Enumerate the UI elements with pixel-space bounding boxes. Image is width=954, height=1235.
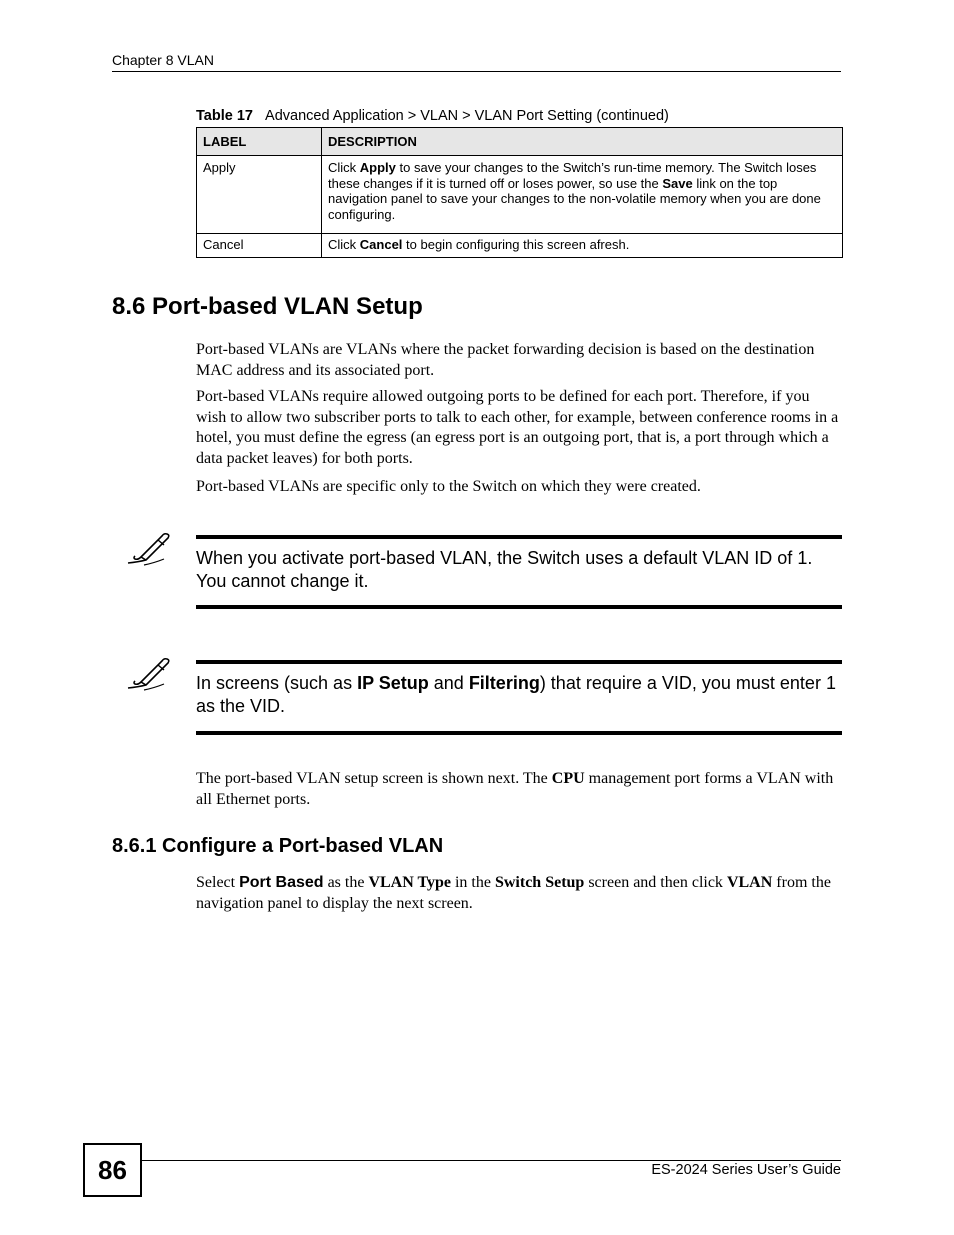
- body-paragraph: Port-based VLANs are specific only to the Switch on which they were created.: [196, 478, 701, 495]
- reference-table: [196, 127, 843, 258]
- table-caption: [196, 108, 669, 124]
- desc-bold: Apply: [359, 160, 396, 175]
- section-heading: 8.6 Port-based VLAN Setup: [112, 293, 423, 320]
- para-bold: VLAN: [726, 874, 773, 891]
- table-row: [197, 156, 843, 234]
- note-text-part: ) that require a VID, you must enter 1 as the VID.: [196, 673, 836, 716]
- subsection-heading: 8.6.1 Configure a Port-based VLAN: [112, 835, 444, 857]
- desc-bold: Save: [662, 175, 693, 191]
- note-text: [196, 672, 842, 717]
- note-top-rule: [196, 535, 842, 539]
- note-top-rule: [196, 660, 842, 664]
- row-label-apply: Apply: [197, 156, 322, 234]
- desc-text: to begin configuring this screen afresh.: [402, 237, 630, 252]
- table-header-row: [197, 128, 843, 156]
- desc-bold: Cancel: [359, 237, 403, 252]
- desc-text: link on the top navigation panel to save your changes to the non-volatile memory when you are done configuring.: [328, 175, 821, 222]
- para-text: screen and then click: [584, 874, 727, 891]
- note-bold: Filtering: [468, 673, 540, 693]
- column-header-label: LABEL: [197, 128, 322, 156]
- note-text: When you activate port-based VLAN, the Switch uses a default VLAN ID of 1. You cannot change it.: [196, 548, 813, 591]
- body-paragraph: Port-based VLANs require allowed outgoing ports to be defined for each port. Therefore, if you wish to allow two subscriber ports to talk to each other, for example, between conference rooms in a hotel, you must define the egress (an egress port is an outgoing port, that is, a port through which a data packet leaves) for both ports.: [196, 388, 839, 467]
- para-text: as the: [323, 874, 369, 891]
- column-header-description: DESCRIPTION: [322, 128, 843, 156]
- note-bottom-rule: [196, 605, 842, 609]
- row-description-cancel: [322, 234, 843, 258]
- para-text: management port forms a VLAN with all Ethernet ports.: [196, 770, 834, 808]
- para-bold: VLAN Type: [368, 874, 451, 891]
- body-paragraph: Port-based VLANs are VLANs where the packet forwarding decision is based on the destination MAC address and its associated port.: [196, 341, 815, 379]
- note-pencil-icon: [124, 657, 174, 693]
- table-row: [197, 234, 843, 258]
- body-paragraph: [196, 873, 841, 914]
- note-pencil-icon: [124, 532, 174, 568]
- header-rule: [112, 71, 841, 72]
- row-label-cancel: Cancel: [197, 234, 322, 258]
- desc-text: Click: [328, 160, 360, 175]
- table-caption-number: Table 17: [196, 108, 253, 124]
- para-bold: Port Based: [239, 874, 324, 891]
- desc-text: to save your changes to the Switch’s run-time memory. The Switch loses these changes if it is turned off or loses power, so use the: [328, 160, 817, 191]
- desc-text: Click: [328, 237, 360, 252]
- para-bold: CPU: [551, 770, 585, 787]
- table-caption-text: Advanced Application > VLAN > VLAN Port Setting (continued): [265, 108, 669, 124]
- para-bold: Switch Setup: [494, 874, 585, 891]
- para-text: The port-based VLAN setup screen is shown next. The: [196, 770, 552, 787]
- note-bottom-rule: [196, 731, 842, 735]
- note-text-part: and: [428, 673, 469, 693]
- note-bold: IP Setup: [357, 673, 429, 693]
- running-header: Chapter 8 VLAN: [112, 52, 214, 68]
- body-paragraph: [196, 769, 841, 810]
- row-description-apply: [322, 156, 843, 234]
- para-text: from the navigation panel to display the next screen.: [196, 874, 831, 912]
- para-text: in the: [450, 874, 495, 891]
- footer-rule: [140, 1160, 841, 1161]
- para-text: Select: [196, 874, 240, 891]
- footer-guide-title: ES-2024 Series User’s Guide: [651, 1162, 841, 1178]
- page-number: 86: [83, 1143, 142, 1197]
- note-text-part: In screens (such as: [196, 673, 358, 693]
